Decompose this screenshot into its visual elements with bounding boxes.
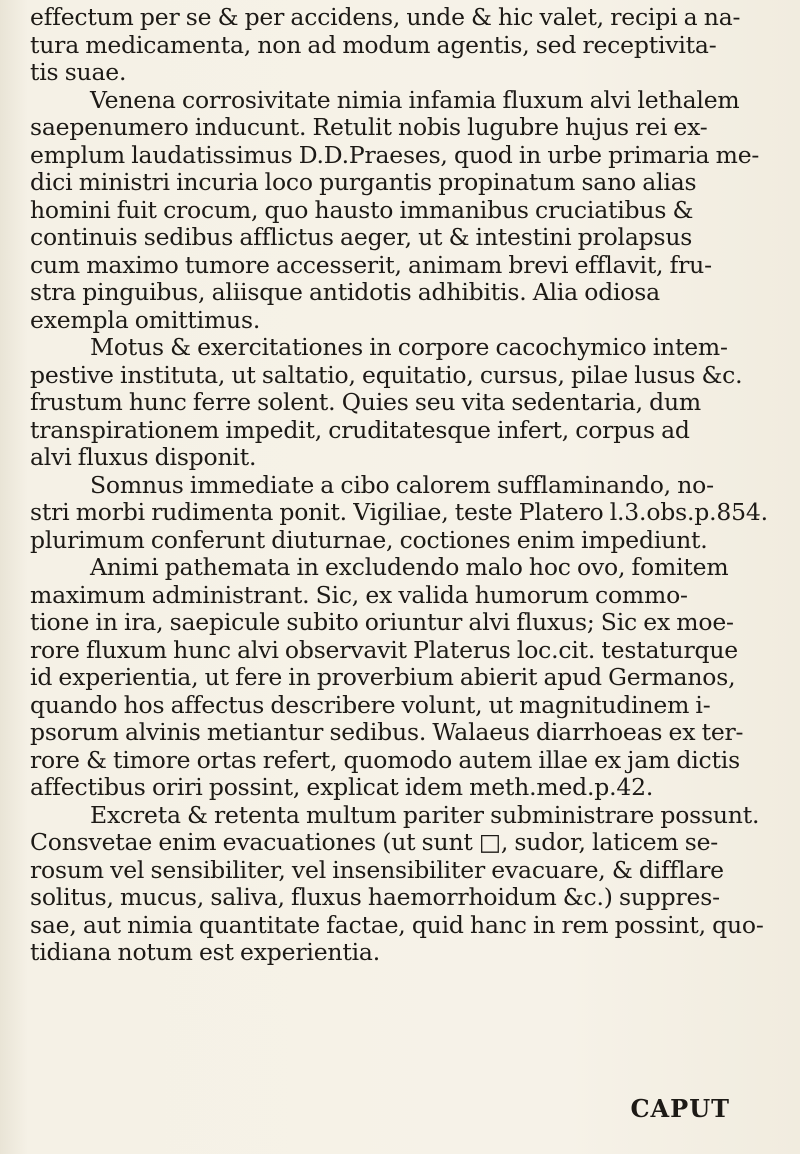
text-line: alvi fluxus disponit. — [30, 444, 257, 471]
text-line: dici ministri incuria loco purgantis propinatum sano alias — [30, 169, 697, 196]
text-line: Excreta & retenta multum pariter subministrare possunt. — [90, 801, 760, 829]
text-line: rore & timore ortas refert, quomodo autem illae ex jam dictis — [30, 746, 740, 774]
text-line: frustum hunc ferre solent. Quies seu vita sedentaria, dum — [30, 389, 702, 416]
text-line: Somnus immediate a cibo calorem sufflaminando, no- — [90, 471, 714, 499]
text-line: tis suae. — [30, 59, 127, 86]
text-line: psorum alvinis metiantur sedibus. Walaeus diarrhoeas ex ter- — [30, 719, 744, 746]
text-line: tidiana notum est experientia. — [30, 939, 380, 966]
text-line: cum maximo tumore accesserit, animam brevi efflavit, fru- — [30, 251, 712, 279]
text-line: Consvetae enim evacuationes (ut sunt □, sudor, laticem se- — [30, 829, 719, 856]
text-line: rosum vel sensibiliter, vel insensibiliter evacuare, & difflare — [30, 856, 724, 884]
text-line: maximum administrant. Sic, ex valida humorum commo- — [30, 581, 688, 609]
text-line: id experientia, ut fere in proverbium abierit apud Germanos, — [30, 664, 736, 691]
text-line: transpirationem impedit, cruditatesque infert, corpus ad — [30, 416, 690, 444]
text-line: effectum per se & per accidens, unde & hic valet, recipi a na- — [30, 4, 741, 31]
text-line: affectibus oriri possint, explicat idem meth.med.p.42. — [30, 774, 654, 801]
text-line: tione in ira, saepicule subito oriuntur alvi fluxus; Sic ex moe- — [30, 609, 734, 636]
catchword: CAPUT — [630, 1094, 730, 1123]
text-line: sae, aut nimia quantitate factae, quid hanc in rem possint, quo- — [30, 911, 764, 939]
body-text — [30, 4, 778, 967]
text-line: stri morbi rudimenta ponit. Vigiliae, teste Platero l.3.obs.p.854. — [30, 499, 768, 526]
text-line: rore fluxum hunc alvi observavit Platerus loc.cit. testaturque — [30, 636, 738, 664]
text-line: emplum laudatissimus D.D.Praeses, quod in urbe primaria me- — [30, 141, 760, 169]
text-line: stra pinguibus, aliisque antidotis adhibitis. Alia odiosa — [30, 279, 660, 306]
text-line: continuis sedibus afflictus aeger, ut & intestini prolapsus — [30, 224, 693, 251]
text-line: plurimum conferunt diuturnae, coctiones enim impediunt. — [30, 526, 708, 554]
text-line: saepenumero inducunt. Retulit nobis lugubre hujus rei ex- — [30, 114, 708, 141]
text-line: Animi pathemata in excludendo malo hoc ovo, fomitem — [90, 554, 729, 581]
text-line: quando hos affectus describere volunt, ut magnitudinem i- — [30, 691, 711, 719]
text-line: pestive instituta, ut saltatio, equitatio, cursus, pilae lusus &c. — [30, 361, 743, 389]
text-line: exempla omittimus. — [30, 306, 261, 334]
text-line: Motus & exercitationes in corpore cacochymico intem- — [90, 334, 728, 361]
text-line: solitus, mucus, saliva, fluxus haemorrhoidum &c.) suppres- — [30, 884, 720, 911]
text-line: tura medicamenta, non ad modum agentis, sed receptivita- — [30, 31, 717, 59]
text-line: homini fuit crocum, quo hausto immanibus cruciatibus & — [30, 196, 694, 224]
text-line: Venena corrosivitate nimia infamia fluxum alvi lethalem — [90, 86, 740, 114]
